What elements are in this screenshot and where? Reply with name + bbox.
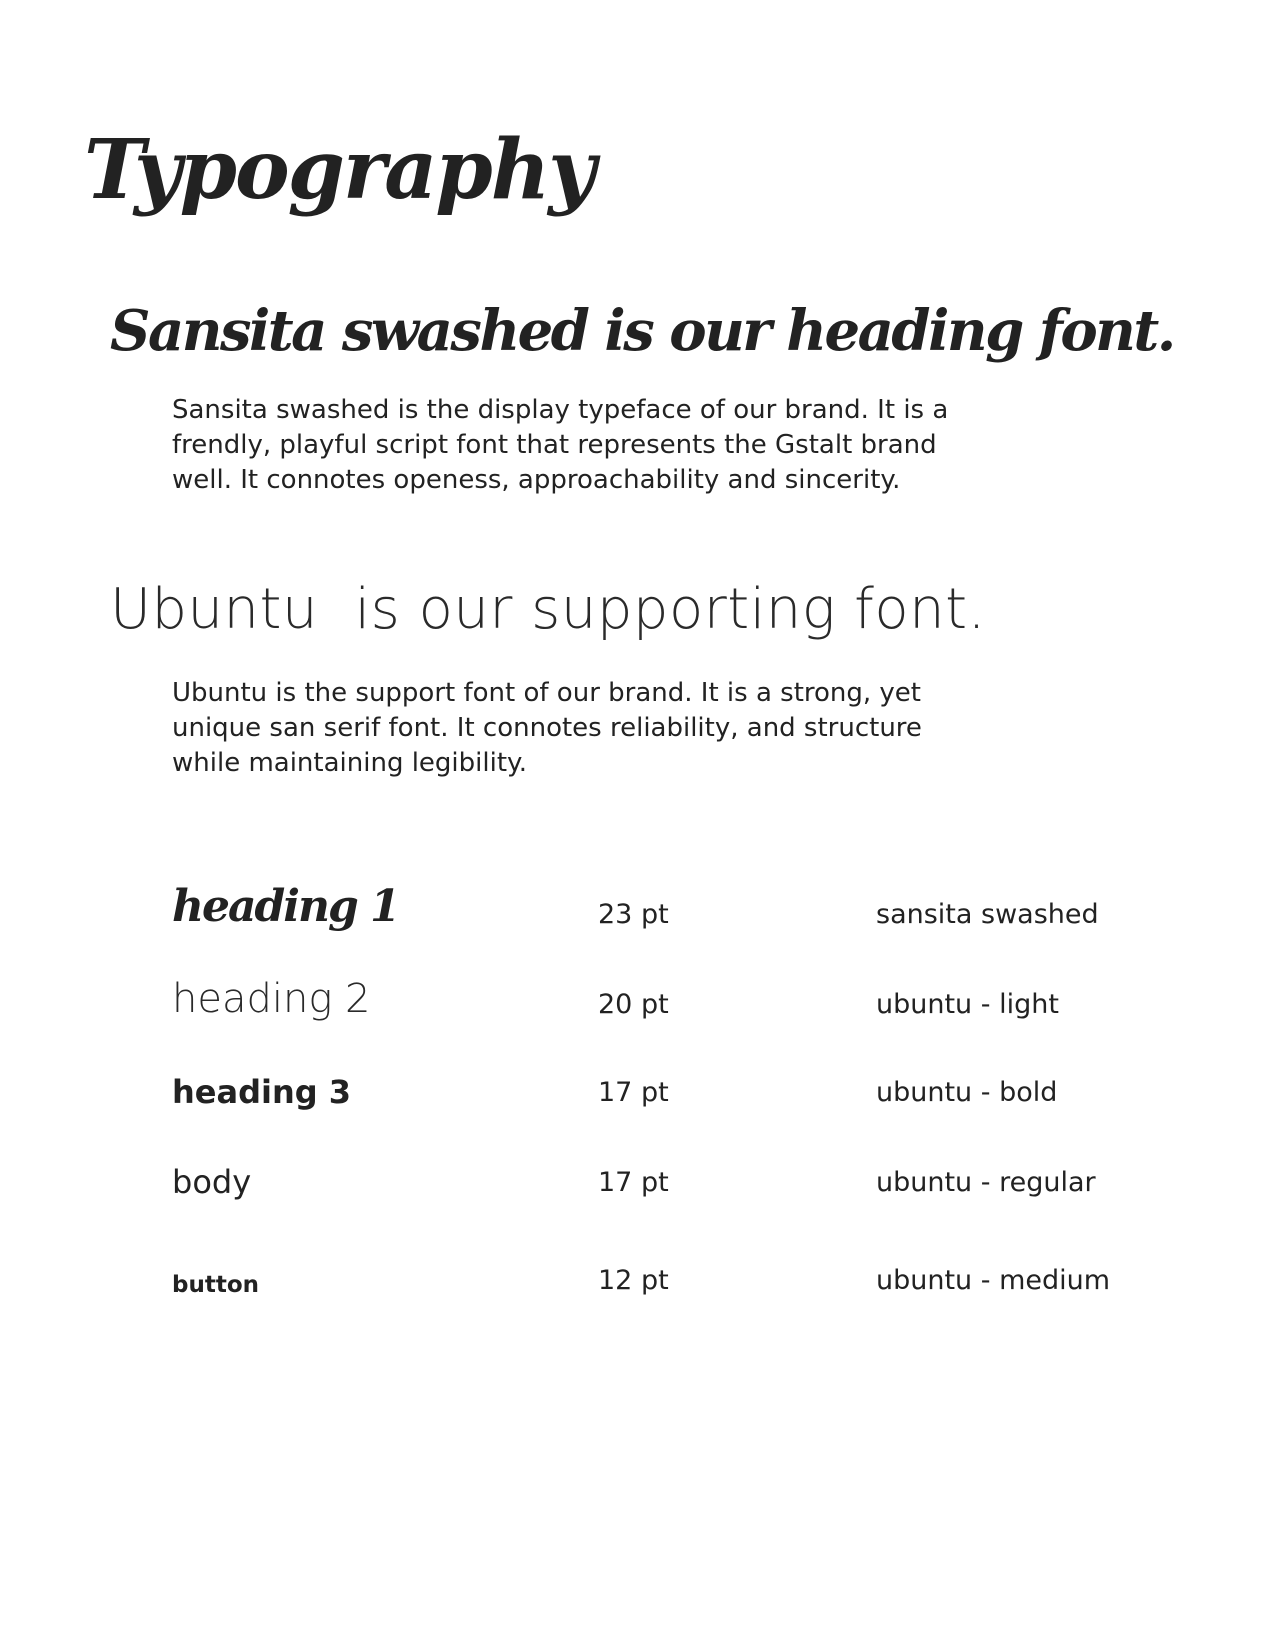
style-size: 17 pt xyxy=(598,1167,669,1198)
description-line: Ubuntu is the support font of our brand. It is a strong, yet xyxy=(172,678,921,708)
display-font-heading: Sansita swashed is our heading font. xyxy=(110,298,1174,364)
style-sample-body: body xyxy=(172,1163,252,1201)
style-font-name: sansita swashed xyxy=(876,899,1099,930)
style-sample-heading-2: heading 2 xyxy=(172,976,371,1022)
support-font-description xyxy=(172,676,972,781)
style-sample-heading-1: heading 1 xyxy=(172,881,399,932)
type-scale-row-body xyxy=(172,1148,1112,1208)
type-scale-row-button xyxy=(172,1246,1112,1306)
style-font-name: ubuntu - bold xyxy=(876,1077,1058,1108)
type-scale-row-heading-1 xyxy=(172,880,1112,940)
display-font-description xyxy=(172,393,972,498)
style-sample-button: button xyxy=(172,1272,260,1298)
description-line: well. It connotes openess, approachability and sincerity. xyxy=(172,465,901,495)
style-font-name: ubuntu - medium xyxy=(876,1265,1111,1296)
description-line: frendly, playful script font that represents the Gstalt brand xyxy=(172,430,937,460)
style-size: 23 pt xyxy=(598,899,669,930)
style-size: 17 pt xyxy=(598,1077,669,1108)
type-scale-row-heading-3 xyxy=(172,1058,1112,1118)
description-line: Sansita swashed is the display typeface of our brand. It is a xyxy=(172,395,949,425)
style-size: 12 pt xyxy=(598,1265,669,1296)
type-scale-row-heading-2 xyxy=(172,970,1112,1030)
style-sample-heading-3: heading 3 xyxy=(172,1073,352,1111)
style-font-name: ubuntu - regular xyxy=(876,1167,1096,1198)
style-size: 20 pt xyxy=(598,989,669,1020)
description-line: while maintaining legibility. xyxy=(172,748,527,778)
page-title: Typography xyxy=(84,122,594,218)
description-line: unique san serif font. It connotes reliability, and structure xyxy=(172,713,922,743)
style-font-name: ubuntu - light xyxy=(876,989,1059,1020)
support-font-heading: Ubuntu is our supporting font. xyxy=(110,577,986,642)
